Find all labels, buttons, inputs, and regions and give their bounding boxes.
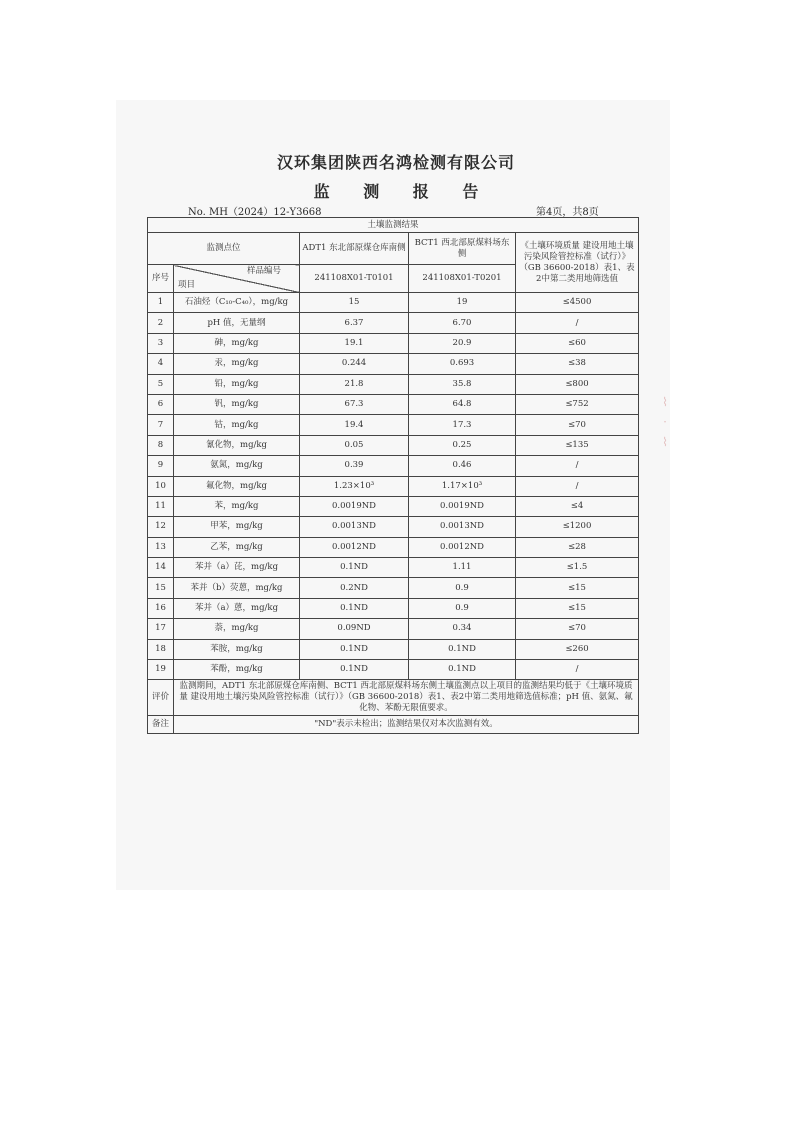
row-standard-value: ≤1200 [516, 517, 639, 537]
row-item: 甲苯，mg/kg [174, 517, 300, 537]
row-site-2-value: 0.1ND [409, 639, 516, 659]
row-site-1-value: 0.0019ND [300, 496, 409, 516]
point-label: 监测点位 [148, 233, 300, 265]
row-site-1-value: 0.1ND [300, 558, 409, 578]
row-number: 16 [148, 598, 174, 618]
row-site-2-value: 6.70 [409, 313, 516, 333]
row-site-1-value: 1.23×10³ [300, 476, 409, 496]
row-site-1-value: 6.37 [300, 313, 409, 333]
site-1-name: ADT1 东北部原煤仓库南侧 [300, 233, 409, 265]
row-site-1-value: 0.2ND [300, 578, 409, 598]
row-number: 2 [148, 313, 174, 333]
table-row [148, 517, 639, 537]
row-number: 12 [148, 517, 174, 537]
row-item: 氨氮，mg/kg [174, 456, 300, 476]
page-info: 第4页，共8页 [536, 207, 599, 218]
row-item: 铅，mg/kg [174, 374, 300, 394]
table-row [148, 558, 639, 578]
row-site-1-value: 0.05 [300, 435, 409, 455]
row-number: 7 [148, 415, 174, 435]
table-row [148, 394, 639, 414]
row-site-1-value: 0.0013ND [300, 517, 409, 537]
company-name: 汉环集团陕西名鸿检测有限公司 [276, 153, 515, 172]
row-number: 10 [148, 476, 174, 496]
row-site-1-value: 0.39 [300, 456, 409, 476]
row-site-2-value: 0.693 [409, 354, 516, 374]
sample-2-id: 241108X01-T0201 [409, 265, 516, 293]
row-site-2-value: 0.34 [409, 619, 516, 639]
seam-stamp-mark: ⌇ · ⌇ [662, 395, 668, 449]
row-site-1-value: 0.1ND [300, 639, 409, 659]
row-number: 6 [148, 394, 174, 414]
row-number: 9 [148, 456, 174, 476]
row-item: pH 值，无量纲 [174, 313, 300, 333]
row-standard-value: / [516, 476, 639, 496]
table-row [148, 456, 639, 476]
remark-label: 备注 [148, 716, 174, 734]
evaluation-label: 评价 [148, 680, 174, 716]
row-number: 1 [148, 293, 174, 313]
row-site-2-value: 19 [409, 293, 516, 313]
report-title: 监 测 报 告 [313, 182, 493, 201]
evaluation-text: 监测期间，ADT1 东北部原煤仓库南侧、BCT1 西北部原煤料场东侧土壤监测点以上项目的监测结果均低于《土壤环境质量 建设用地土壤污染风险管控标准（试行）》（GB 36600-2018）表1、表2中第二类用地筛选值标准；pH 值、氨氮、氟化物、苯酚无限值要求。 [174, 680, 639, 716]
item-label: 项目 [178, 280, 196, 290]
row-number: 18 [148, 639, 174, 659]
report-number: No. MH（2024）12-Y3668 [188, 207, 322, 218]
table-row [148, 496, 639, 516]
header-diagonal-cell [174, 265, 300, 293]
row-number: 4 [148, 354, 174, 374]
section-title: 土壤监测结果 [148, 218, 639, 233]
sample-label: 样品编号 [246, 266, 281, 276]
row-site-2-value: 1.11 [409, 558, 516, 578]
row-standard-value: / [516, 313, 639, 333]
row-item: 苯并（b）荧蒽，mg/kg [174, 578, 300, 598]
row-site-2-value: 1.17×10³ [409, 476, 516, 496]
row-number: 13 [148, 537, 174, 557]
row-standard-value: / [516, 660, 639, 680]
remark-text: "ND"表示未检出；监测结果仅对本次监测有效。 [174, 716, 639, 734]
table-row [148, 598, 639, 618]
row-standard-value: ≤15 [516, 578, 639, 598]
row-standard-value: ≤28 [516, 537, 639, 557]
row-site-1-value: 15 [300, 293, 409, 313]
table-row [148, 374, 639, 394]
monitoring-results-table [147, 217, 639, 734]
row-site-2-value: 64.8 [409, 394, 516, 414]
row-standard-value: ≤4500 [516, 293, 639, 313]
row-item: 石油烃（C₁₀-C₄₀），mg/kg [174, 293, 300, 313]
row-standard-value: ≤38 [516, 354, 639, 374]
table-row [148, 578, 639, 598]
row-item: 苯并（a）芘，mg/kg [174, 558, 300, 578]
table-row [148, 660, 639, 680]
row-number: 17 [148, 619, 174, 639]
row-site-1-value: 0.244 [300, 354, 409, 374]
row-number: 5 [148, 374, 174, 394]
row-standard-value: ≤752 [516, 394, 639, 414]
row-item: 萘，mg/kg [174, 619, 300, 639]
row-site-1-value: 0.1ND [300, 660, 409, 680]
table-row [148, 639, 639, 659]
row-standard-value: ≤800 [516, 374, 639, 394]
row-number: 14 [148, 558, 174, 578]
row-number: 19 [148, 660, 174, 680]
seq-label: 序号 [148, 265, 174, 293]
row-site-1-value: 19.1 [300, 333, 409, 353]
table-row [148, 476, 639, 496]
site-2-name: BCT1 西北部原煤料场东侧 [409, 233, 516, 265]
standard-name: 《土壤环境质量 建设用地土壤污染风险管控标准（试行）》（GB 36600-2018）表1、表2中第二类用地筛选值 [516, 233, 639, 293]
row-site-1-value: 0.0012ND [300, 537, 409, 557]
row-item: 砷，mg/kg [174, 333, 300, 353]
row-item: 苯并（a）蒽，mg/kg [174, 598, 300, 618]
row-standard-value: ≤70 [516, 415, 639, 435]
row-standard-value: ≤1.5 [516, 558, 639, 578]
row-item: 苯，mg/kg [174, 496, 300, 516]
row-item: 乙苯，mg/kg [174, 537, 300, 557]
row-site-2-value: 0.9 [409, 578, 516, 598]
row-standard-value: ≤70 [516, 619, 639, 639]
row-item: 钴，mg/kg [174, 415, 300, 435]
table-row [148, 435, 639, 455]
row-standard-value: ≤15 [516, 598, 639, 618]
table-row [148, 313, 639, 333]
table-row [148, 537, 639, 557]
row-site-2-value: 0.0013ND [409, 517, 516, 537]
row-item: 苯酚，mg/kg [174, 660, 300, 680]
row-item: 苯胺，mg/kg [174, 639, 300, 659]
row-site-1-value: 0.1ND [300, 598, 409, 618]
row-site-1-value: 19.4 [300, 415, 409, 435]
row-site-2-value: 0.25 [409, 435, 516, 455]
row-site-2-value: 0.1ND [409, 660, 516, 680]
row-site-2-value: 0.0012ND [409, 537, 516, 557]
row-standard-value: ≤135 [516, 435, 639, 455]
row-site-1-value: 67.3 [300, 394, 409, 414]
row-number: 3 [148, 333, 174, 353]
table-row [148, 333, 639, 353]
row-site-2-value: 17.3 [409, 415, 516, 435]
row-site-2-value: 20.9 [409, 333, 516, 353]
row-standard-value: ≤260 [516, 639, 639, 659]
row-site-2-value: 35.8 [409, 374, 516, 394]
row-site-2-value: 0.9 [409, 598, 516, 618]
row-site-1-value: 21.8 [300, 374, 409, 394]
row-standard-value: ≤4 [516, 496, 639, 516]
row-site-2-value: 0.0019ND [409, 496, 516, 516]
row-item: 钒，mg/kg [174, 394, 300, 414]
table-row [148, 354, 639, 374]
row-item: 汞，mg/kg [174, 354, 300, 374]
row-site-2-value: 0.46 [409, 456, 516, 476]
row-standard-value: ≤60 [516, 333, 639, 353]
row-number: 8 [148, 435, 174, 455]
sample-1-id: 241108X01-T0101 [300, 265, 409, 293]
table-row [148, 619, 639, 639]
table-row [148, 293, 639, 313]
row-item: 氰化物，mg/kg [174, 435, 300, 455]
table-row [148, 415, 639, 435]
row-number: 15 [148, 578, 174, 598]
row-standard-value: / [516, 456, 639, 476]
row-number: 11 [148, 496, 174, 516]
row-item: 氟化物，mg/kg [174, 476, 300, 496]
row-site-1-value: 0.09ND [300, 619, 409, 639]
